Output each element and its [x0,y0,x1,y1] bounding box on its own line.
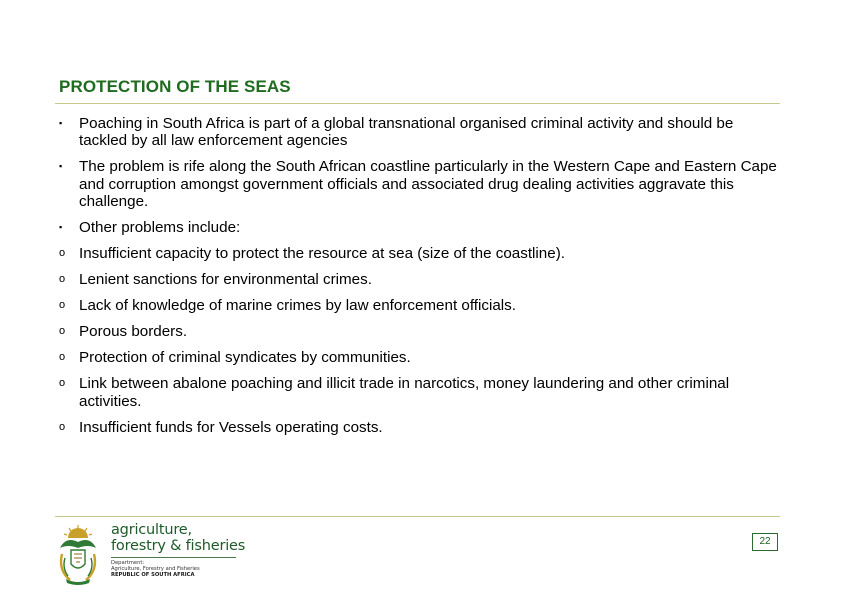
footer-divider [55,516,780,517]
circle-bullet-icon: o [59,273,66,286]
list-item-text: Link between abalone poaching and illicit trade in narcotics, money laundering and other criminal activities. [79,375,730,410]
department-name: Agriculture, Forestry and Fisheries [111,566,200,572]
brand-line-1: agriculture, [111,522,192,538]
list-item [59,271,779,288]
list-item-text: Porous borders. [79,323,188,341]
square-bullet-icon: ▪ [59,222,63,233]
list-item [59,375,779,410]
circle-bullet-icon: o [59,325,66,338]
brand-line-2: forestry & fisheries [111,538,246,554]
list-item [59,323,779,340]
circle-bullet-icon: o [59,247,66,260]
list-item-text: Insufficient funds for Vessels operating costs. [79,418,383,436]
list-item-text: The problem is rife along the South African coastline particularly in the Western Cape and Eastern Cape and corruption amongst government officials and associated drug dealing activities aggravate this challenge. [79,158,777,211]
circle-bullet-icon: o [59,299,66,312]
list-item-text: Protection of criminal syndicates by communities. [79,349,411,367]
page-number: 22 [752,533,778,551]
circle-bullet-icon: o [59,377,66,390]
department-label: Department: [111,560,145,566]
list-item [59,115,779,150]
circle-bullet-icon: o [59,351,66,364]
department-logo [56,522,246,588]
title-divider [55,103,780,104]
list-item [59,419,779,436]
square-bullet-icon: ▪ [59,161,63,172]
list-item [59,158,779,210]
country-name: REPUBLIC OF SOUTH AFRICA [111,572,195,578]
circle-bullet-icon: o [59,420,66,433]
slide-title: PROTECTION OF THE SEAS [59,77,291,96]
brand-divider [111,557,236,558]
list-item-text: Other problems include: [79,219,241,237]
coat-of-arms-icon [56,524,100,586]
list-item [59,245,779,262]
list-item-text: Poaching in South Africa is part of a global transnational organised criminal activity and should be tackled by all law enforcement agencies [79,115,734,150]
square-bullet-icon: ▪ [59,118,63,128]
list-item-text: Lenient sanctions for environmental crimes. [79,271,372,289]
list-item [59,349,779,366]
list-item-text: Lack of knowledge of marine crimes by law enforcement officials. [79,297,516,315]
list-item [59,297,779,314]
list-item-text: Insufficient capacity to protect the resource at sea (size of the coastline). [79,245,565,263]
list-item [59,219,779,236]
bullet-list [59,115,779,445]
